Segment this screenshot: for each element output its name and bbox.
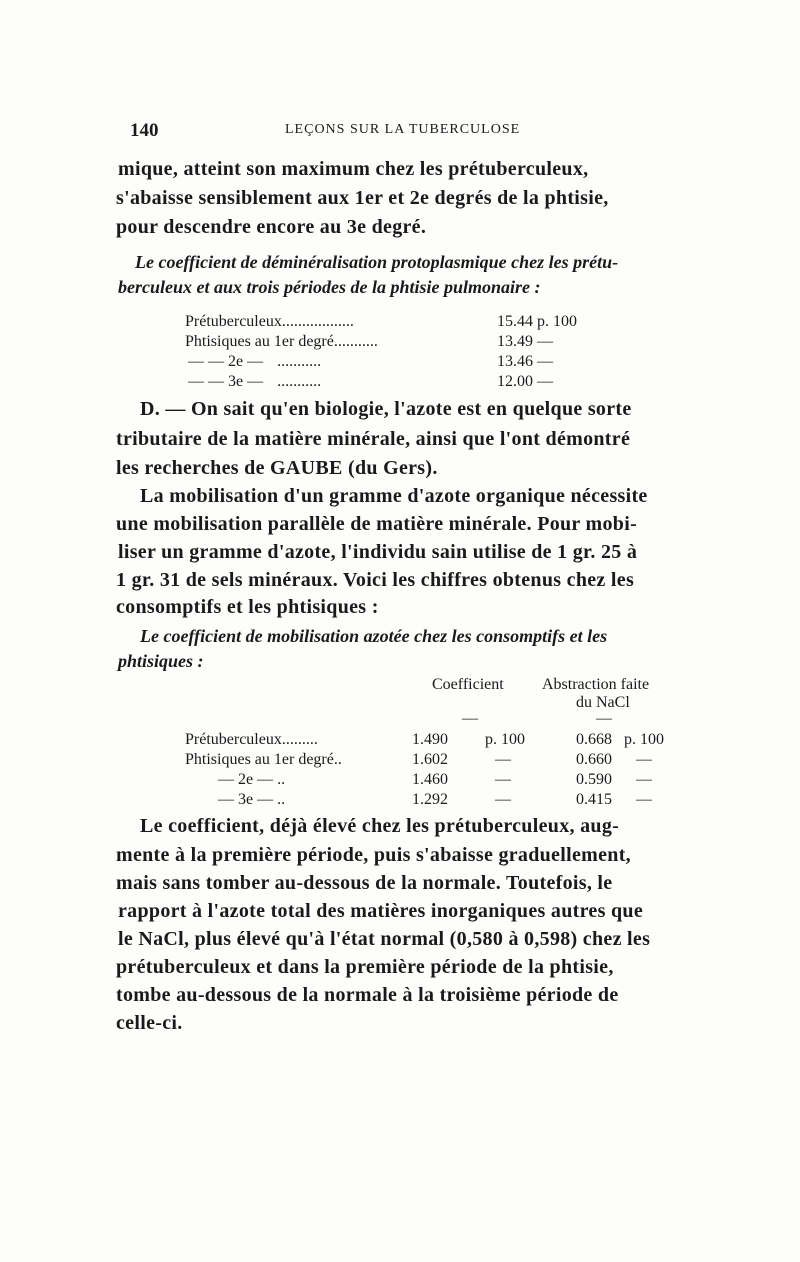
row-label: — 3e — .. bbox=[218, 791, 286, 808]
row-unit: — bbox=[495, 791, 511, 808]
leader: ........... bbox=[333, 333, 378, 350]
row-unit: — bbox=[636, 751, 652, 768]
row-value: 13.46 — bbox=[497, 353, 553, 370]
text-line: pour descendre encore au 3e degré. bbox=[116, 216, 427, 238]
row-coef: 1.460 bbox=[412, 771, 448, 788]
text-line: les recherches de GAUBE (du Gers). bbox=[116, 457, 438, 479]
text-line: mais sans tomber au-dessous de la normale. Toutefois, le bbox=[116, 872, 613, 894]
row-unit: p. 100 bbox=[624, 731, 664, 748]
table-caption: phtisiques : bbox=[118, 651, 204, 671]
row-abs: 0.590 bbox=[576, 771, 612, 788]
table-row bbox=[185, 313, 354, 331]
text-line: celle-ci. bbox=[116, 1012, 183, 1034]
column-header: Abstraction faite bbox=[542, 676, 650, 693]
table-row bbox=[188, 353, 321, 371]
row-coef: 1.490 bbox=[412, 731, 448, 748]
table-caption: berculeux et aux trois périodes de la phtisie pulmonaire : bbox=[118, 277, 541, 297]
leader: ........... bbox=[277, 373, 322, 390]
page-number: 140 bbox=[130, 120, 159, 141]
text-line: consomptifs et les phtisiques : bbox=[116, 596, 379, 618]
leader: ........... bbox=[277, 353, 322, 370]
column-header: Coefficient bbox=[432, 676, 504, 693]
row-unit: p. 100 bbox=[485, 731, 525, 748]
text-line: prétuberculeux et dans la première période de la phtisie, bbox=[116, 956, 614, 978]
leader: .................. bbox=[281, 313, 354, 330]
table-row bbox=[185, 333, 378, 351]
text-line: tombe au-dessous de la normale à la troisième période de bbox=[116, 984, 619, 1006]
row-value: 12.00 — bbox=[497, 373, 553, 390]
row-label: Prétuberculeux bbox=[185, 313, 282, 330]
row-unit: — bbox=[495, 771, 511, 788]
row-label: — — 2e — bbox=[188, 353, 264, 370]
text-line: rapport à l'azote total des matières inorganiques autres que bbox=[118, 900, 644, 922]
row-value: 15.44 p. 100 bbox=[497, 313, 577, 330]
text-line: La mobilisation d'un gramme d'azote organique nécessite bbox=[140, 485, 648, 507]
running-title: LEÇONS SUR LA TUBERCULOSE bbox=[285, 122, 521, 137]
text-line: Le coefficient, déjà élevé chez les prétuberculeux, aug- bbox=[140, 815, 620, 837]
text-line: 1 gr. 31 de sels minéraux. Voici les chiffres obtenus chez les bbox=[116, 569, 635, 591]
row-value: 13.49 — bbox=[497, 333, 553, 350]
table-caption: Le coefficient de mobilisation azotée chez les consomptifs et les bbox=[140, 626, 608, 646]
header-rule: — bbox=[596, 710, 612, 727]
table-row bbox=[188, 373, 321, 391]
row-label: Phtisiques au 1er degré bbox=[185, 333, 334, 350]
row-unit: — bbox=[636, 791, 652, 808]
row-coef: 1.292 bbox=[412, 791, 448, 808]
row-abs: 0.668 bbox=[576, 731, 612, 748]
text-line: s'abaisse sensiblement aux 1er et 2e degrés de la phtisie, bbox=[116, 187, 609, 209]
text-line: mique, atteint son maximum chez les prétuberculeux, bbox=[118, 158, 589, 180]
row-abs: 0.660 bbox=[576, 751, 612, 768]
row-label: Prétuberculeux......... bbox=[185, 731, 318, 748]
row-abs: 0.415 bbox=[576, 791, 612, 808]
table-caption: Le coefficient de déminéralisation protoplasmique chez les prétu- bbox=[135, 252, 619, 272]
row-unit: — bbox=[495, 751, 511, 768]
row-label: — 2e — .. bbox=[218, 771, 286, 788]
text-line: tributaire de la matière minérale, ainsi que l'ont démontré bbox=[116, 428, 631, 450]
text-line: liser un gramme d'azote, l'individu sain utilise de 1 gr. 25 à bbox=[118, 541, 638, 563]
header-rule: — bbox=[462, 710, 478, 727]
column-header: du NaCl bbox=[576, 694, 630, 711]
text-line: le NaCl, plus élevé qu'à l'état normal (0,580 à 0,598) chez les bbox=[118, 928, 651, 950]
row-label: — — 3e — bbox=[188, 373, 264, 390]
row-coef: 1.602 bbox=[412, 751, 448, 768]
text-line: une mobilisation parallèle de matière minérale. Pour mobi- bbox=[116, 513, 638, 535]
text-line: D. — On sait qu'en biologie, l'azote est en quelque sorte bbox=[140, 398, 632, 420]
row-unit: — bbox=[636, 771, 652, 788]
text-line: mente à la première période, puis s'abaisse graduellement, bbox=[116, 844, 631, 866]
row-label: Phtisiques au 1er degré.. bbox=[185, 751, 342, 768]
